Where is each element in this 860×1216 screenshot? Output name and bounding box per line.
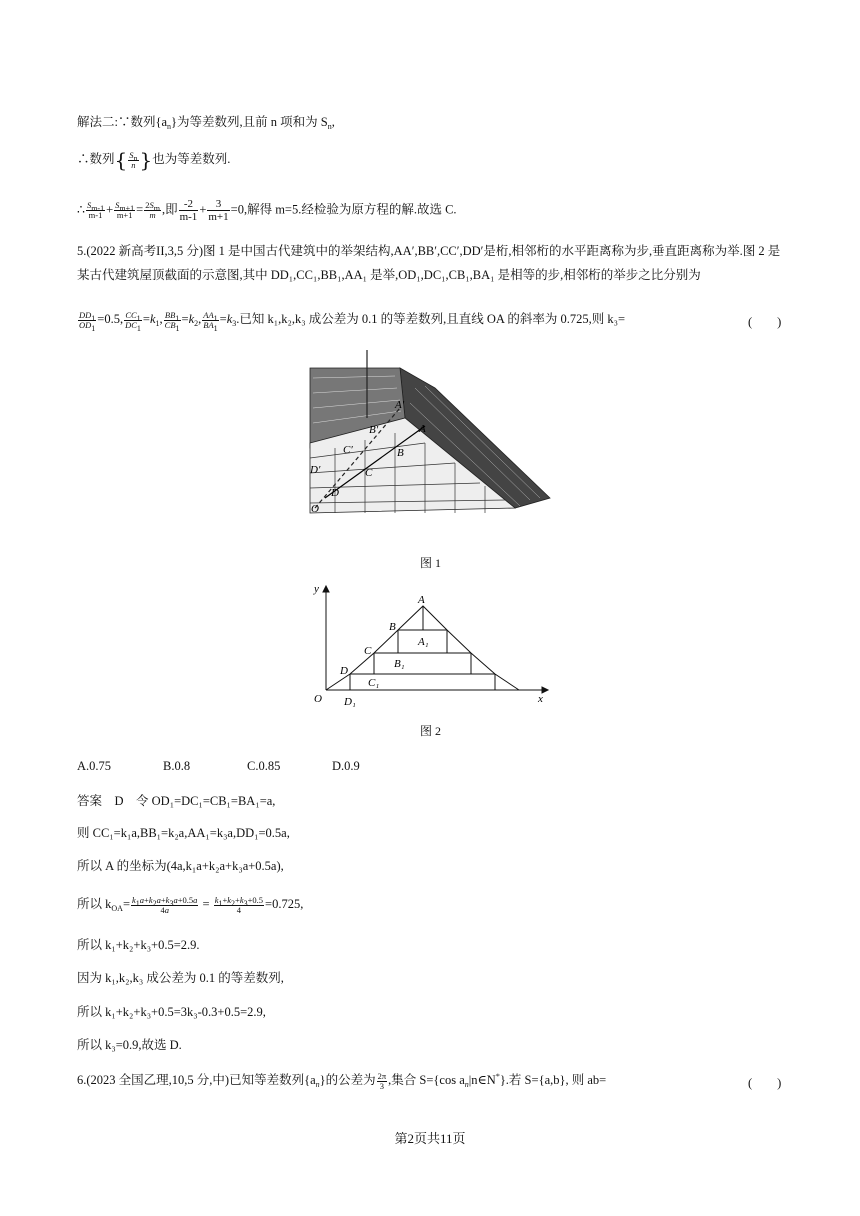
option-a[interactable]: A.0.75 (77, 759, 112, 773)
diagram-b1-label: B₁ (394, 658, 405, 670)
figure1-caption: 图 1 (420, 556, 442, 570)
photo-label-a: A (419, 423, 426, 435)
figure2-caption: 图 2 (420, 724, 442, 738)
q5-step4: 所以 k₁+k₂+k₃+0.5=2.9. (77, 938, 200, 952)
q5-step1: 则 CC₁=k₁a,BB₁=k₂a,AA₁=k₃a,DD₁=0.5a, (77, 826, 290, 840)
method2-line2: ∴数列{ $\frac{S_n}{n}$ }也为等差数列. (77, 148, 231, 173)
photo-label-d: D (331, 487, 339, 499)
q6-answer-bracket: ( ) (748, 1076, 782, 1090)
diagram-y-label: y (314, 583, 319, 595)
q5-ratios: $\frac{DD_1}{OD_1}$ =0.5, $\frac{CC_1}{DC_1}$ $=k_1$, $\frac{BB_1}{CB_1}$ $=k_2$, $\frac{AA_1}{BA_1}$ $=k_3$.已知 k₁,k₂,k₃ 成公差为 0.1 的等差数列,且直线 OA 的斜率为 0.725,则 k₃= (79, 309, 626, 333)
q5-step3: 所以 $k_{OA}=$ $\frac{k_1a+k_2a+k_3a+0.5a}{4a}$ = $\frac{k_1+k_2+k_3+0.5}{4}$ =0.725, (77, 894, 304, 915)
q5-step6: 所以 k₁+k₂+k₃+0.5=3k₃-0.3+0.5=2.9, (77, 1005, 266, 1019)
diagram-c1-label: C₁ (368, 677, 380, 689)
photo-label-c-prime: C′ (343, 444, 353, 456)
q5-step5: 因为 k₁,k₂,k₃ 成公差为 0.1 的等差数列, (77, 971, 284, 985)
option-d[interactable]: D.0.9 (332, 759, 360, 773)
diagram-a-label: A (418, 594, 425, 606)
photo-label-d-prime: D′ (310, 464, 321, 476)
page-footer: 第2页共11页 (394, 1131, 466, 1146)
q5-answer-bracket: ( ) (748, 315, 782, 329)
photo-label-b: B (397, 447, 404, 459)
photo-label-b-prime: B′ (369, 424, 379, 436)
photo-label-c: C (365, 467, 373, 479)
diagram-c-label: C (364, 645, 372, 657)
q5-stem: 5.(2022 新高考II,3,5 分)图 1 是中国古代建筑中的举架结构,AA′,BB′,CC′,DD′是桁,相邻桁的水平距离称为步,垂直距离称为举.图 2 是某古代建筑屋顶截面的示意图,其中 DD₁,CC₁,BB₁,AA₁ 是举,OD₁,DC₁,CB₁,BA₁ 是相等的步,相邻桁的举步之比分别为 (77, 244, 781, 282)
photo-label-a-prime: A′ (395, 399, 405, 411)
diagram-a1-label: A₁ (418, 636, 429, 648)
figure2-diagram (310, 578, 555, 713)
q5-step7: 所以 k₃=0.9,故选 D. (77, 1038, 182, 1052)
diagram-d-label: D (340, 665, 348, 677)
figure1-roof-photo (305, 348, 555, 518)
method2-line1: 解法二:∵数列$\{a_n\}$为等差数列,且前 n 项和为 $S_n$, (77, 115, 335, 131)
q5-step2: 所以 A 的坐标为(4a,k₁a+k₂a+k₃a+0.5a), (77, 859, 284, 873)
diagram-d1-label: D₁ (344, 696, 356, 708)
q5-answer: 答案 D 令 OD₁=DC₁=CB₁=BA₁=a, (77, 794, 276, 808)
option-c[interactable]: C.0.85 (247, 759, 281, 773)
option-b[interactable]: B.0.8 (163, 759, 191, 773)
diagram-b-label: B (389, 621, 396, 633)
diagram-o-label: O (314, 693, 322, 705)
method2-line3: ∴ $\frac{S_{m-1}}{m-1}$ + $\frac{S_{m+1}}{m+1}$ = $\frac{2S_m}{m}$ ,即 $\frac{-2}{m-1}$ + $\frac{3}{m+1}$ =0,解得 m=5.经检验为原方程的解.故选 C. (77, 198, 457, 223)
diagram-x-label: x (538, 693, 543, 705)
q6-stem: 6.(2023 全国乙理,10,5 分,中)已知等差数列$\{a_n\}$的公差为 $\frac{2\pi}{3}$ ,集合 S={cos $a_n|n\in N^*$}.若 S={a,b}, 则 ab= (77, 1070, 607, 1091)
photo-label-o: O (311, 503, 319, 515)
